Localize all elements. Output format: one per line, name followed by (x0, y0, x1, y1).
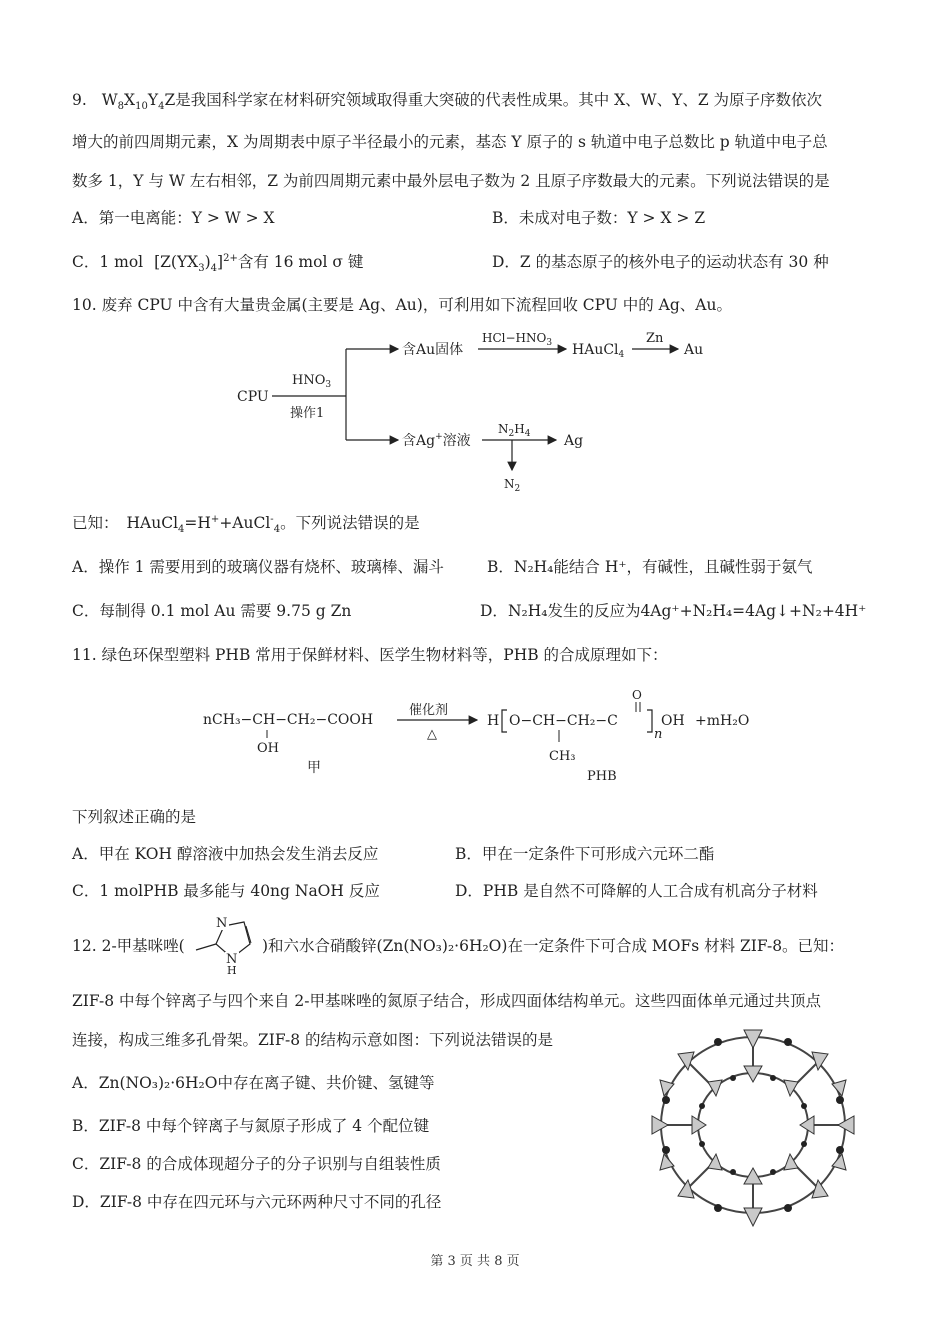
q11-option-b: B．甲在一定条件下可形成六元环二酯 (455, 845, 715, 863)
ring-n: N (216, 916, 228, 931)
zif8-structure-image (638, 1020, 868, 1230)
q11-reaction-scheme (195, 688, 775, 796)
reaction-oh: OH (257, 741, 279, 756)
q10-option-c: C．每制得 0.1 mol Au 需要 9.75 g Zn (72, 602, 352, 620)
flow-hcl-hno3: $HCl-HNO_3$ (482, 331, 553, 348)
page-footer: 第 3 页 共 8 页 (430, 1254, 520, 1269)
reaction-carbonyl-o: O (632, 688, 642, 702)
methyl-bond (196, 944, 216, 950)
q12-option-d: D．ZIF-8 中存在四元环与六元环两种尺寸不同的孔径 (72, 1193, 442, 1211)
reaction-catalyst: 催化剂 (409, 703, 449, 718)
q9-formula: $W_8X_{10}Y_4Z$ (101, 91, 176, 113)
reaction-heat: △ (427, 727, 437, 742)
q10-option-a: A．操作 1 需要用到的玻璃仪器有烧杯、玻璃棒、漏斗 (72, 558, 444, 576)
flow-n2h4: $N_2H_4$ (498, 422, 531, 439)
reaction-product-oh: OH (661, 713, 685, 729)
reaction-reactant: nCH₃−CH−CH₂−COOH (203, 712, 374, 728)
q12-option-c: C．ZIF-8 的合成体现超分子的分子识别与自组装性质 (72, 1155, 441, 1173)
q10-stem: 10. 废弃 CPU 中含有大量贵金属(主要是 Ag、Au)，可利用如下流程回收 CPU 中的 Ag、Au。 (72, 296, 732, 314)
q12-option-b: B．ZIF-8 中每个锌离子与氮原子形成了 4 个配位键 (72, 1117, 430, 1135)
q12-stem-rest: )和六水合硝酸锌(Zn(NO₃)₂·6H₂O)在一定条件下可合成 MOFs 材料 ZIF-8。已知： (262, 937, 845, 955)
q10-known: 已知： HAuCl$_4$=H++AuCl-$_4$。下列说法错误的是 (72, 513, 420, 536)
q11-option-d: D．PHB 是自然不可降解的人工合成有机高分子材料 (455, 882, 818, 900)
flow-op1: 操作1 (290, 406, 325, 421)
flow-ag: Ag (564, 433, 584, 449)
q9-number: 9. (72, 91, 87, 109)
q9-option-b: B．未成对电子数：Y > X > Z (492, 209, 706, 227)
flow-au: Au (684, 342, 704, 358)
reaction-product-h: H (487, 713, 500, 729)
q12-line3: 连接，构成三维多孔骨架。ZIF-8 的结构示意如图：下列说法错误的是 (72, 1031, 553, 1049)
flow-haucl4: HAuCl$_4$ (572, 342, 625, 360)
q10-flow-diagram (230, 322, 750, 497)
q9-option-d: D．Z 的基态原子的核外电子的运动状态有 30 种 (492, 253, 829, 271)
flow-hno3: $HNO_3$ (292, 373, 332, 390)
q12-stem-pre: 12. 2-甲基咪唑( (72, 937, 185, 955)
q10-known-equation: HAuCl$_4$=H++AuCl-$_4$ (126, 513, 281, 536)
flow-n2: $N_2$ (504, 477, 521, 494)
q9-text-1: 是我国科学家在材料研究领域取得重大突破的代表性成果。其中 X、W、Y、Z 为原子序数依次 (175, 91, 823, 109)
reaction-ch3: CH₃ (549, 749, 576, 764)
reaction-label-phb: PHB (587, 769, 617, 784)
q9-option-c: C．1 mol $[Z(YX_3)_4]^{2+}$含有 16 mol σ 键 (72, 252, 364, 275)
q12-option-a: A．Zn(NO₃)₂·6H₂O中存在离子键、共价键、氢键等 (72, 1074, 435, 1092)
ring-nh: N (226, 952, 238, 967)
q9-option-a: A．第一电离能：Y > W > X (72, 209, 275, 227)
flow-ag-solution: 含Ag+溶液 (402, 432, 471, 449)
q11-stem: 11. 绿色环保型塑料 PHB 常用于保鲜材料、医学生物材料等，PHB 的合成原理如下： (72, 646, 668, 664)
q11-prompt: 下列叙述正确的是 (72, 808, 197, 826)
q9-line2: 增大的前四周期元素，X 为周期表中原子半径最小的元素，基态 Y 原子的 s 轨道中电子总数比 p 轨道中电子总 (72, 133, 828, 151)
q12-line2: ZIF-8 中每个锌离子与四个来自 2-甲基咪唑的氮原子结合，形成四面体结构单元。这些四面体单元通过共顶点 (72, 992, 822, 1010)
reaction-product-chain: O−CH−CH₂−C (509, 713, 618, 729)
q11-option-c: C．1 molPHB 最多能与 40ng NaOH 反应 (72, 882, 380, 900)
bracket-right (647, 710, 652, 732)
ring-h: H (227, 964, 237, 974)
reaction-label-jia: 甲 (307, 760, 321, 776)
q9-complex-ion: $[Z(YX_3)_4]^{2+}$ (154, 252, 238, 275)
q10-option-b: B．N₂H₄能结合 H⁺，有碱性，且碱性弱于氨气 (487, 558, 813, 576)
reaction-n: n (654, 727, 663, 742)
q9-line1 (72, 89, 822, 111)
imidazole-structure-icon (190, 912, 262, 974)
q9-line3: 数多 1，Y 与 W 左右相邻，Z 为前四周期元素中最外层电子数为 2 且原子序数最大的元素。下列说法错误的是 (72, 172, 830, 190)
flow-zn: Zn (646, 331, 664, 346)
q10-option-d: D．N₂H₄发生的反应为4Ag⁺+N₂H₄=4Ag↓+N₂+4H⁺ (480, 602, 867, 620)
flow-cpu: CPU (237, 389, 269, 405)
q11-option-a: A．甲在 KOH 醇溶液中加热会发生消去反应 (72, 845, 379, 863)
q12-stem-formula: Zn(NO₃)₂·6H₂O (382, 937, 502, 955)
flow-au-solid: 含Au固体 (402, 342, 464, 358)
bracket-left (502, 710, 507, 732)
reaction-water: +mH₂O (695, 713, 750, 729)
